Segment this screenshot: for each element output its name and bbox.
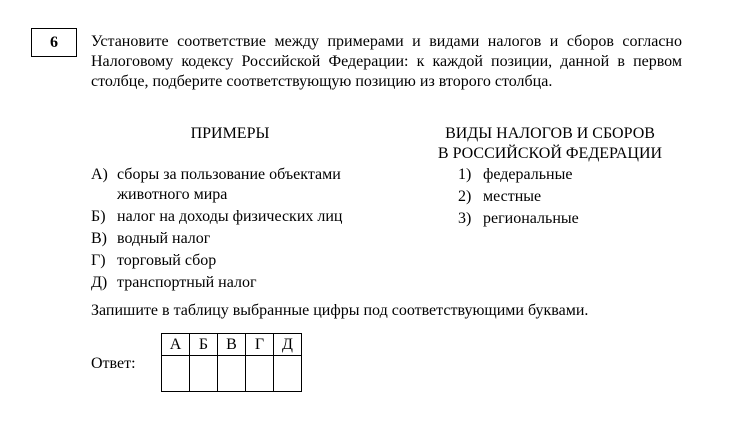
answer-input-cell-b[interactable] (190, 356, 218, 392)
tax-type-number: 1) (458, 166, 472, 183)
examples-list (91, 164, 391, 294)
examples-header: ПРИМЕРЫ (190, 125, 270, 142)
example-text: водный налог (117, 230, 211, 247)
tax-type-text: федеральные (483, 166, 573, 183)
example-text: сборы за пользование объектами животного мира (117, 166, 341, 203)
example-item-a (91, 164, 391, 206)
answer-input-cell-v[interactable] (218, 356, 246, 392)
example-letter: А) (91, 166, 108, 183)
answer-input-cell-a[interactable] (162, 356, 190, 392)
tax-types-header-line2: В РОССИЙСКОЙ ФЕДЕРАЦИИ (437, 145, 663, 162)
answer-letter-cell: А (162, 334, 190, 356)
example-item-b (91, 206, 391, 228)
tax-type-text: региональные (483, 210, 579, 227)
tax-type-item-3 (458, 208, 579, 230)
example-letter: В) (91, 230, 107, 247)
example-item-d (91, 272, 391, 294)
example-letter: Б) (91, 208, 106, 225)
example-item-g (91, 250, 391, 272)
example-item-v (91, 228, 391, 250)
tax-type-item-2 (458, 186, 579, 208)
answer-instruction: Запишите в таблицу выбранные цифры под соответствующими буквами. (91, 302, 589, 319)
task-number: 6 (50, 33, 58, 51)
tax-type-item-1 (458, 164, 579, 186)
example-text: налог на доходы физических лиц (117, 208, 343, 225)
answer-table-header-row (162, 334, 302, 356)
tax-type-number: 3) (458, 210, 472, 227)
answer-table-input-row (162, 356, 302, 392)
answer-table (161, 333, 302, 392)
answer-letter-cell: Д (274, 334, 302, 356)
task-instruction: Установите соответствие между примерами и видами налогов и сборов согласно Налоговому кодексу Российской Федерации: к каждой позиции, данной в первом столбце, подберите соответствующую позицию из второго столбца. (91, 33, 682, 90)
example-text: транспортный налог (117, 274, 257, 291)
tax-type-text: местные (483, 188, 542, 205)
example-text: торговый сбор (117, 252, 217, 269)
answer-input-cell-g[interactable] (246, 356, 274, 392)
answer-letter-cell: В (218, 334, 246, 356)
tax-type-number: 2) (458, 188, 472, 205)
example-letter: Г) (91, 252, 106, 269)
answer-letter-cell: Б (190, 334, 218, 356)
answer-label: Ответ: (91, 355, 136, 372)
answer-input-cell-d[interactable] (274, 356, 302, 392)
tax-types-header-line1: ВИДЫ НАЛОГОВ И СБОРОВ (445, 125, 655, 142)
answer-letter-cell: Г (246, 334, 274, 356)
tax-types-list (458, 164, 579, 230)
task-number-box (31, 28, 77, 57)
tax-types-header (400, 124, 700, 164)
example-letter: Д) (91, 274, 108, 291)
